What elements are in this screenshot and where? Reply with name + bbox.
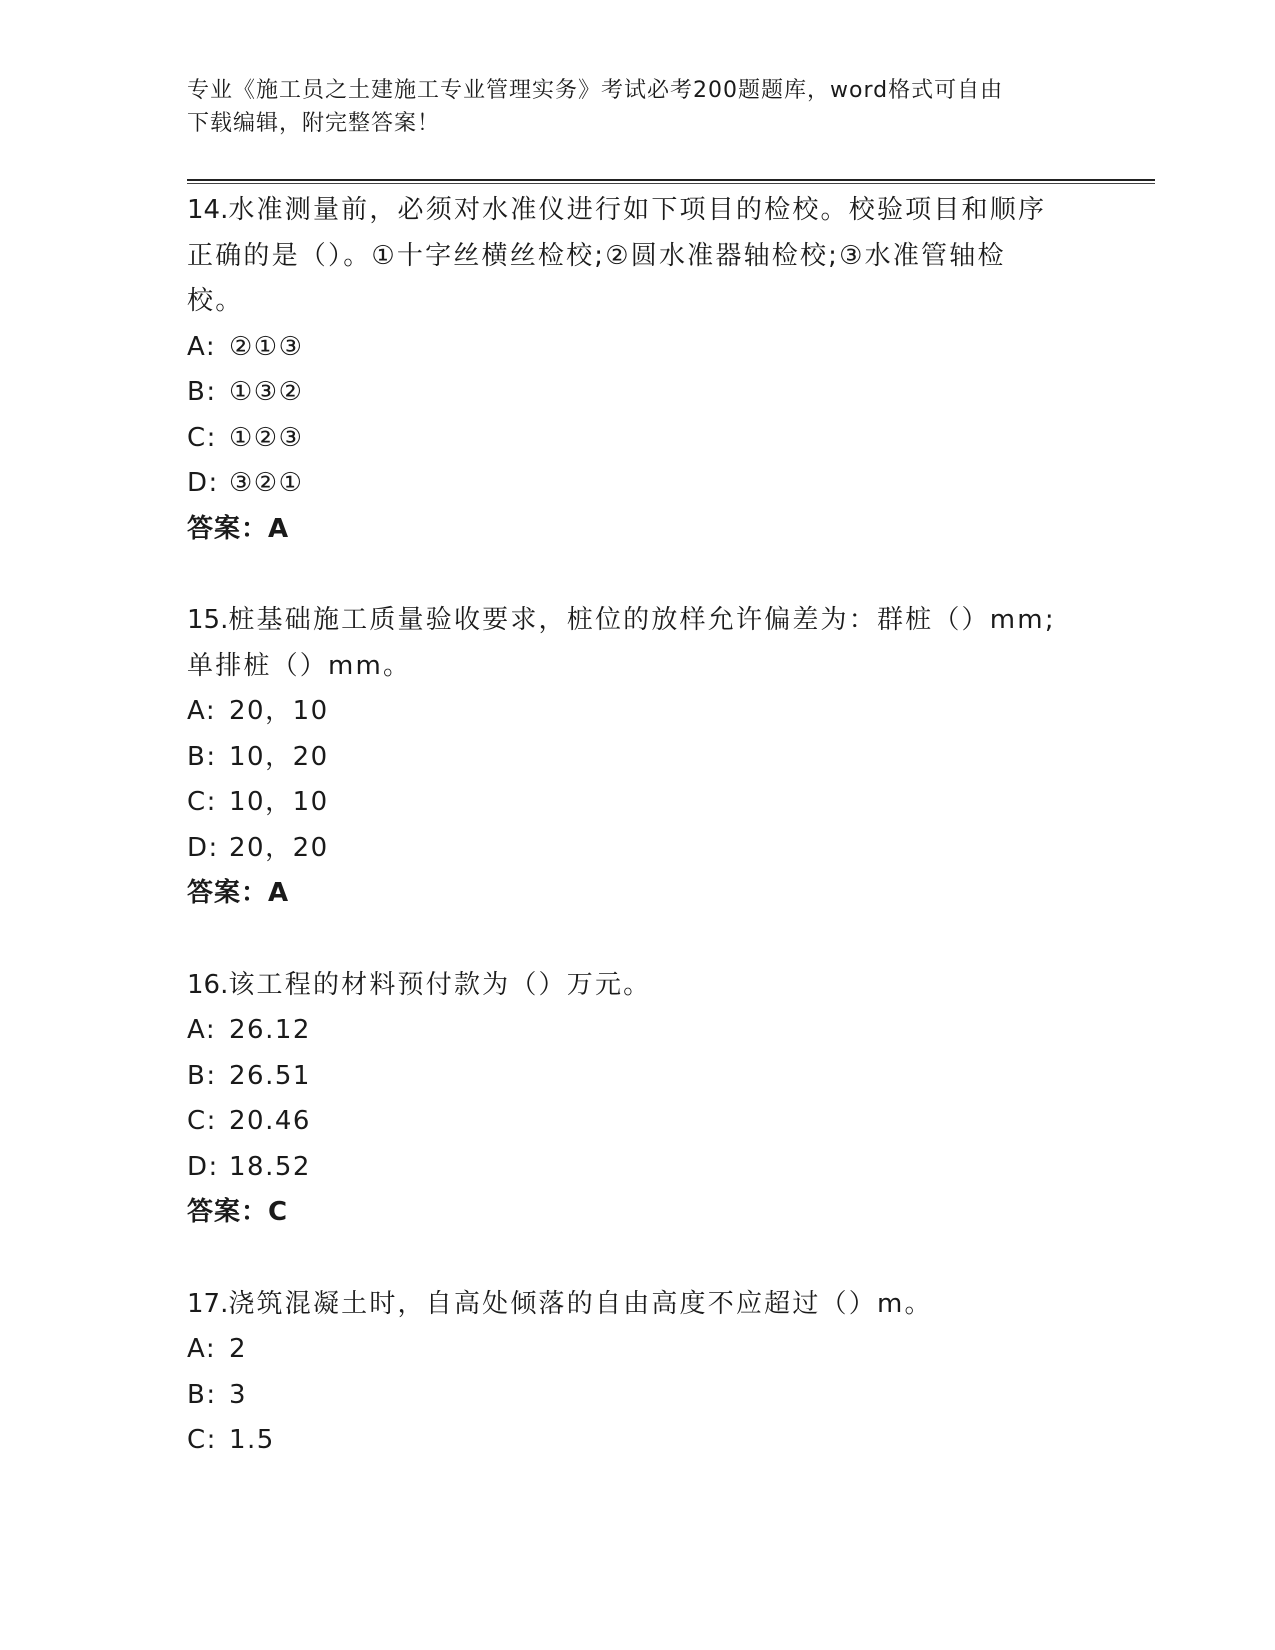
question-stem [187,1282,1087,1328]
option-label: B: [187,1060,217,1091]
header-line-1: 专业《施工员之土建施工专业管理实务》考试必考200题题库，word格式可自由 [187,78,1004,103]
option-a [187,325,1087,371]
question-15 [187,598,1087,917]
question-stem-line: 水准测量前，必须对水准仪进行如下项目的检校。校验项目和顺序 [228,195,1047,225]
option-label: A: [187,1015,217,1045]
option-text: ①②③ [229,422,304,453]
option-label: B: [187,377,217,407]
header-divider [187,179,1155,181]
document-header [187,74,1087,140]
option-d [187,826,1087,872]
option-c [187,416,1087,462]
header-line-2: 下载编辑，附完整答案！ [187,111,441,136]
option-a [187,1008,1087,1054]
option-text: 26.51 [229,1060,311,1091]
option-a [187,1327,1087,1373]
option-text: 26.12 [229,1015,311,1045]
option-b [187,735,1087,781]
option-text: ③②① [229,468,304,498]
question-spacer [187,917,1087,963]
option-label: A: [187,696,217,726]
option-text: 20.46 [229,1106,311,1136]
option-a [187,689,1087,735]
option-text: ①③② [229,377,304,407]
option-label: B: [187,741,217,772]
header-divider-thin [187,183,1155,184]
question-list [187,188,1087,1464]
option-label: D: [187,832,219,863]
option-c [187,1418,1087,1464]
option-label: C: [187,422,217,453]
option-label: C: [187,1106,217,1136]
question-number: 16. [187,969,229,1000]
option-b [187,370,1087,416]
question-stem-line: 浇筑混凝土时，自高处倾落的自由高度不应超过（）m。 [228,1288,933,1319]
question-number: 17. [187,1288,229,1319]
answer-line: 答案：A [187,878,290,908]
option-label: B: [187,1379,217,1410]
question-stem [187,188,1087,234]
question-17 [187,1282,1087,1464]
question-stem-line: 桩基础施工质量验收要求，桩位的放样允许偏差为：群桩（）mm; [228,605,1056,635]
option-label: A: [187,1334,217,1364]
option-label: C: [187,1425,217,1455]
question-stem-line: 校。 [187,286,244,316]
option-label: D: [187,468,219,498]
question-stem-line: 单排桩（）mm。 [187,650,412,681]
option-b [187,1054,1087,1100]
question-spacer [187,1236,1087,1282]
option-text: 10，10 [229,787,329,817]
question-number: 14. [187,195,229,225]
answer-line: 答案：A [187,513,290,544]
option-text: 3 [229,1379,248,1410]
question-16 [187,963,1087,1236]
question-stem [187,598,1087,644]
option-text: 1.5 [229,1425,275,1455]
option-label: C: [187,787,217,817]
question-stem-line: 正确的是（）。①十字丝横丝检校;②圆水准器轴检校;③水准管轴检 [187,240,1006,271]
question-spacer [187,552,1087,598]
option-text: 18.52 [229,1151,311,1182]
option-text: 2 [229,1334,248,1364]
option-b [187,1373,1087,1419]
question-number: 15. [187,605,229,635]
option-text: 20，20 [229,832,329,863]
option-label: A: [187,331,217,362]
question-stem [187,963,1087,1009]
option-d [187,461,1087,507]
option-d [187,1145,1087,1191]
option-label: D: [187,1151,219,1182]
option-text: 20，10 [229,696,329,726]
option-c [187,1099,1087,1145]
option-text: ②①③ [229,331,304,362]
option-text: 10，20 [229,741,329,772]
question-stem-line: 该工程的材料预付款为（）万元。 [228,969,652,1000]
question-14 [187,188,1087,552]
option-c [187,780,1087,826]
answer-line: 答案：C [187,1197,289,1227]
